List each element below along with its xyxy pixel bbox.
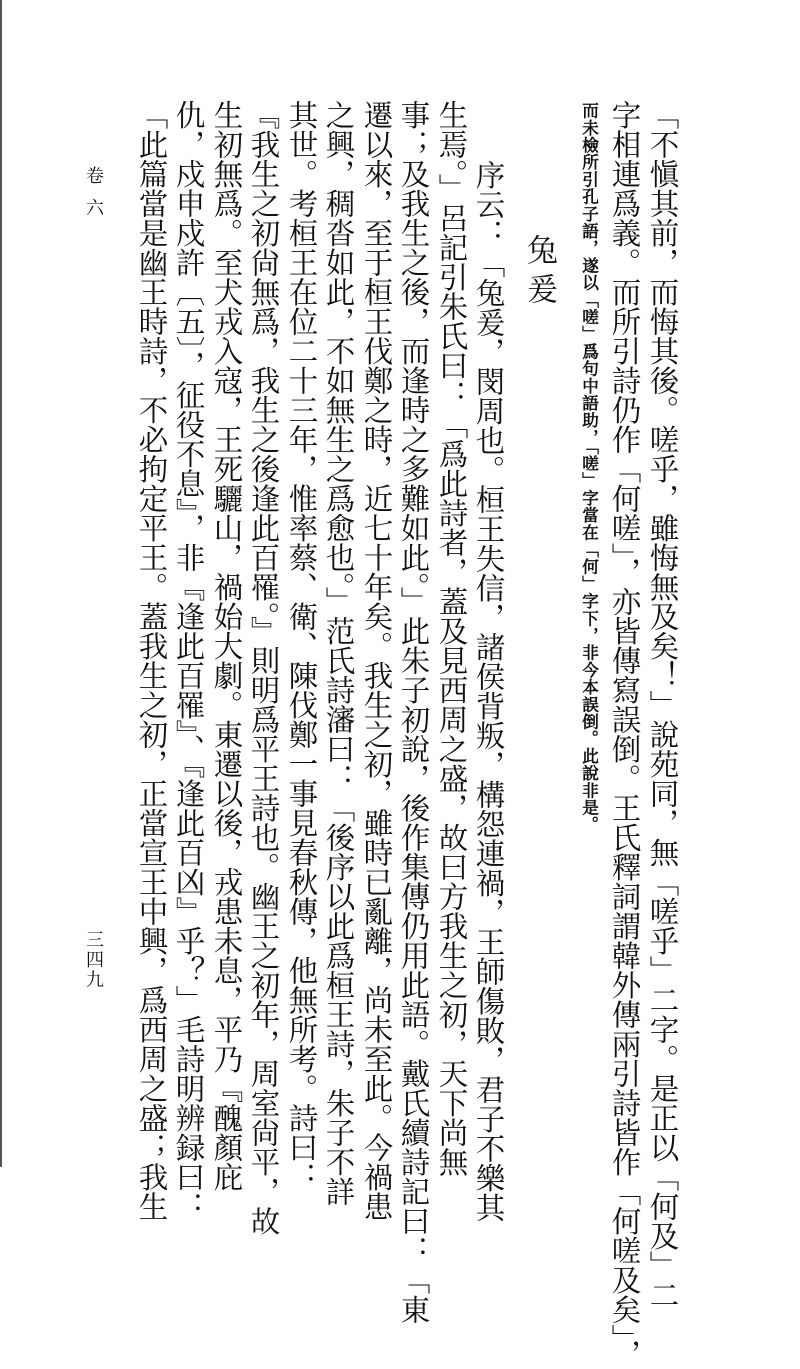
text-column: 序云：「兔爰，閔周也。桓王失信，諸侯背叛，構怨連禍，王師傷敗，君子不樂其 — [471, 160, 506, 1222]
text-column: 仇，戍申戍許〔五〕，征役不息』，非『逢此百罹』、『逢此百凶』乎？」毛詩明辨録曰： — [171, 100, 206, 1221]
running-head: 卷六 — [83, 166, 104, 230]
page-number: 三四九 — [83, 930, 104, 990]
text-column: 「此篇當是幽王時詩，不必拘定平王。蓋我生之初，正當宣王中興，爲西周之盛；我生 — [134, 100, 169, 1221]
text-column: 其世。考桓王在位二十三年，惟率蔡、衛、陳伐鄭一事見春秋傳，他無所考。詩曰： — [284, 100, 319, 1192]
text-column: 生焉。」呂記引朱氏曰：「爲此詩者，蓋及見西周之盛，故曰方我生之初，天下尚無 — [434, 100, 469, 1177]
text-column: 而未檢所引孔子語，遂以「嗟」爲句中語助，「嗟」字當在「何」字下，非今本誤倒。此說非是。 — [579, 102, 600, 834]
text-column: 「不愼其前，而悔其後。嗟乎，雖悔無及矣！」說苑同，無「嗟乎」二字。是正以「何及」二 — [645, 100, 680, 1310]
text-column: 之興，稠沓如此，不如無生之爲愈也。」范氏詩瀋曰：「後序以此爲桓王詩，朱子不詳 — [321, 100, 356, 1207]
text-column: 『我生之初尙無爲，我生之後逢此百罹。』則明爲平王詩也。幽王之初年，周室尙平，故 — [246, 100, 281, 1236]
text-column: 生初無爲。至犬戎入寇，王死驪山，禍始大劇。東遷以後，戎患未息，平乃『醜顏庇 — [209, 100, 244, 1192]
text-column: 事；及我生之後，而逢時之多難如此。」此朱子初說，後作集傳仍用此語。戴氏續詩記曰：「東 — [396, 100, 431, 1325]
text-column: 遷以來，至于桓王伐鄭之時，近七十年矣。我生之初，雖時已亂離，尚未至此。今禍患 — [359, 100, 394, 1221]
section-title: 兔爰 — [521, 234, 557, 312]
page-edge — [0, 0, 2, 1167]
text-column: 字相連爲義。而所引詩仍作「何嗟」，亦皆傳寫誤倒。王氏釋詞謂韓外傳兩引詩皆作「何嗟及矣」， — [607, 100, 642, 1369]
